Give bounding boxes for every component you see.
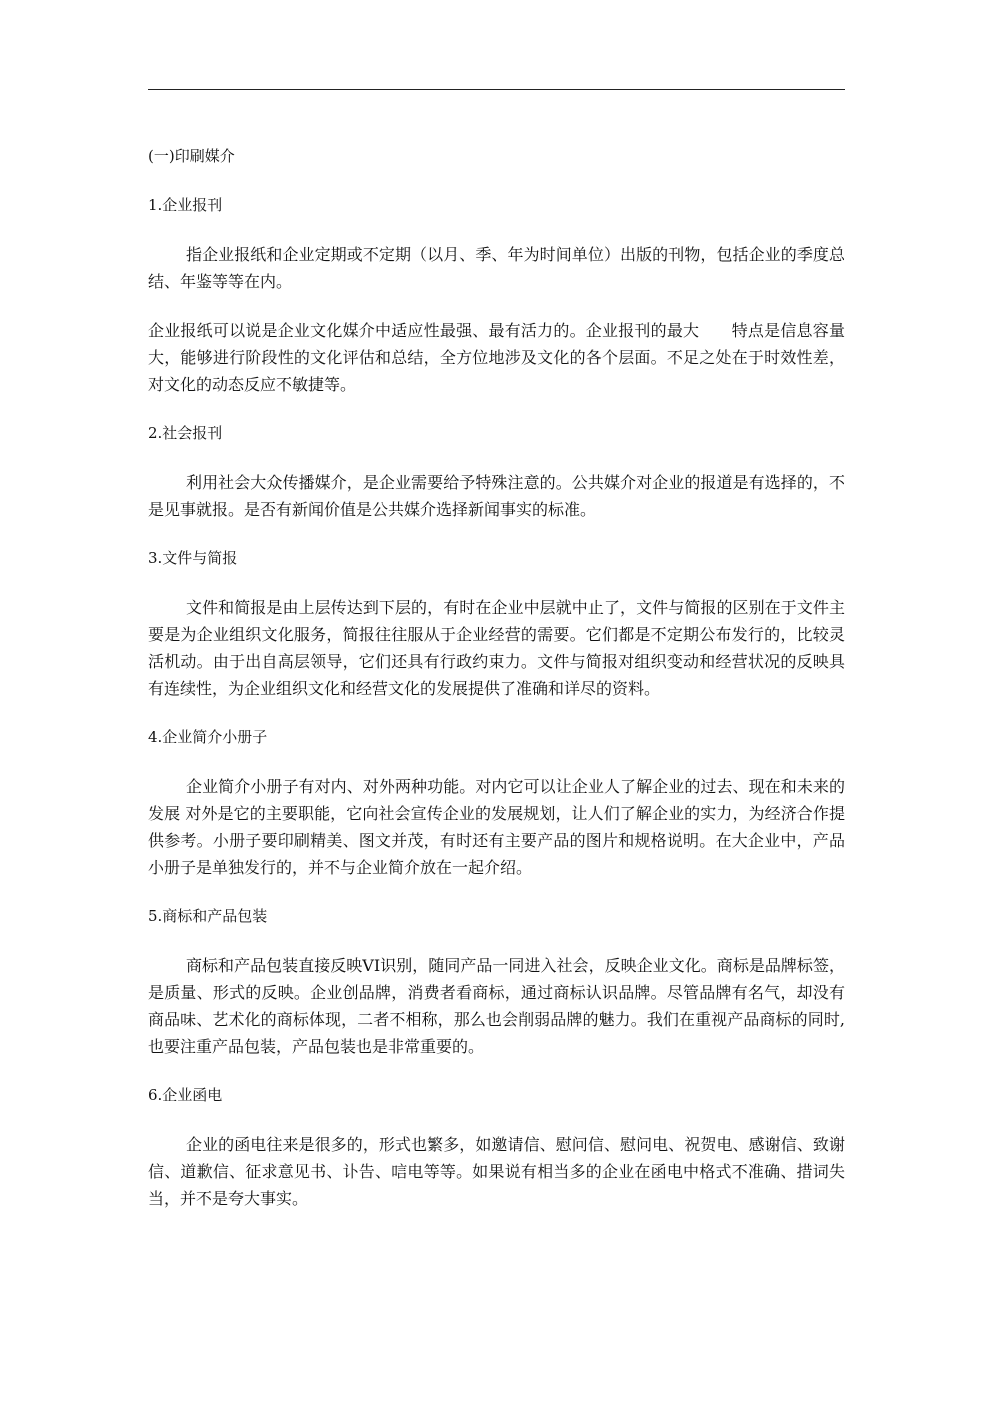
item-heading-3: 3.文件与简报 [148, 549, 238, 567]
item-1-paragraph-2: 企业报纸可以说是企业文化媒介中适应性最强、最有活力的。企业报刊的最大 特点是信息容量大，能够进行阶段性的文化评估和总结，全方位地涉及文化的各个层面。不足之处在于时效性差，对文化的动态反应不敏捷等。 [148, 321, 845, 394]
item-heading-4: 4.企业简介小册子 [148, 728, 268, 746]
item-heading-5: 5.商标和产品包装 [148, 907, 268, 925]
item-heading-1: 1.企业报刊 [148, 196, 223, 214]
section-title: (一)印刷媒介 [148, 147, 235, 165]
item-5-paragraph-1: 商标和产品包装直接反映VI识别，随同产品一同进入社会，反映企业文化。商标是品牌标签，是质量、形式的反映。企业创品牌，消费者看商标，通过商标认识品牌。尽管品牌有名气，却没有商品味、艺术化的商标体现，二者不相称，那么也会削弱品牌的魅力。我们在重视产品商标的同时,也要注重产品包装，产品包装也是非常重要的。 [148, 956, 845, 1056]
document-body [148, 143, 845, 1234]
item-6-paragraph-1: 企业的函电往来是很多的，形式也繁多，如邀请信、慰问信、慰问电、祝贺电、感谢信、致谢信、道歉信、征求意见书、讣告、唁电等等。如果说有相当多的企业在函电中格式不准确、措词失当，并不是夸大事实。 [148, 1135, 845, 1208]
item-1-paragraph-1: 指企业报纸和企业定期或不定期（以月、季、年为时间单位）出版的刊物，包括企业的季度总结、年鉴等等在内。 [148, 245, 845, 291]
header-rule [148, 89, 845, 90]
item-heading-6: 6.企业函电 [148, 1086, 223, 1104]
item-2-paragraph-1: 利用社会大众传播媒介，是企业需要给予特殊注意的。公共媒介对企业的报道是有选择的，不是见事就报。是否有新闻价值是公共媒介选择新闻事实的标准。 [148, 473, 845, 519]
item-3-paragraph-1: 文件和简报是由上层传达到下层的，有时在企业中层就中止了，文件与简报的区别在于文件主要是为企业组织文化服务，简报往往服从于企业经营的需要。它们都是不定期公布发行的，比较灵活机动。由于出自高层领导，它们还具有行政约束力。文件与简报对组织变动和经营状况的反映具有连续性，为企业组织文化和经营文化的发展提供了准确和详尽的资料。 [148, 598, 845, 698]
item-4-paragraph-1: 企业简介小册子有对内、对外两种功能。对内它可以让企业人了解企业的过去、现在和未来的发展 对外是它的主要职能，它向社会宣传企业的发展规划，让人们了解企业的实力，为经济合作提供参考。小册子要印刷精美、图文并茂，有时还有主要产品的图片和规格说明。在大企业中，产品小册子是单独发行的，并不与企业简介放在一起介绍。 [148, 777, 845, 877]
item-heading-2: 2.社会报刊 [148, 424, 223, 442]
